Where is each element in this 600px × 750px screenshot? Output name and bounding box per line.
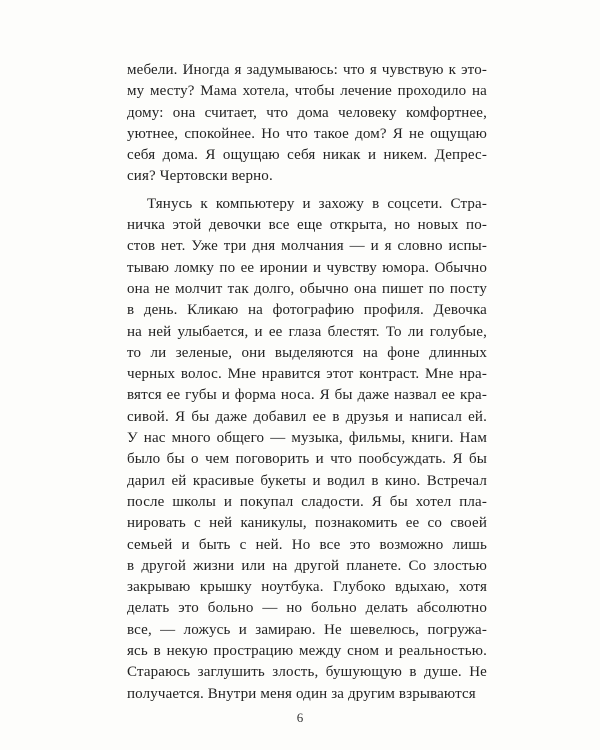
text-line: сивой. Я бы даже добавил ее в друзья и написал ей. bbox=[127, 408, 487, 425]
text-line: в день. Кликаю на фотографию профиля. Девочка bbox=[127, 302, 487, 319]
text-line: вятся ее губы и форма носа. Я бы даже назвал ее кра- bbox=[127, 387, 487, 404]
text-line: тываю ломку по ее иронии и чувству юмора. Обычно bbox=[127, 259, 487, 276]
page-number: 6 bbox=[296, 710, 304, 725]
text-line: себя дома. Я ощущаю себя никак и никем. Депрес- bbox=[127, 147, 487, 164]
text-line: сия? Чертовски верно. bbox=[127, 168, 273, 185]
text-line: черных волос. Мне нравится этот контраст. Мне нра- bbox=[127, 366, 487, 383]
paragraph bbox=[127, 194, 487, 705]
text-line: Тянусь к компьютеру и захожу в соцсети. Стра- bbox=[147, 195, 487, 212]
text-line: ясь в некую прострацию между сном и реальностью. bbox=[127, 643, 487, 660]
text-line: Стараюсь заглушить злость, бушующую в душе. Не bbox=[127, 664, 487, 681]
text-line: уютнее, спокойнее. Но что такое дом? Я не ощущаю bbox=[127, 125, 487, 142]
text-line: все, — ложусь и замираю. Не шевелюсь, погружа- bbox=[127, 621, 487, 638]
text-line: ничка этой девочки все еще открыта, но новых по- bbox=[127, 217, 487, 234]
text-line: дарил ей красивые букеты и водил в кино. Встречал bbox=[127, 472, 487, 489]
text-line: семьей и быть с ней. Но все это возможно лишь bbox=[127, 536, 487, 553]
paragraph bbox=[127, 60, 487, 188]
text-line: то ли зеленые, они выделяются на фоне длинных bbox=[127, 344, 487, 361]
text-line: закрываю крышку ноутбука. Глубоко вдыхаю, хотя bbox=[127, 579, 487, 596]
body-text bbox=[127, 60, 487, 705]
text-line: было бы о чем поговорить и что пообсуждать. Я бы bbox=[127, 451, 487, 468]
text-line: делать это больно — но больно делать абсолютно bbox=[127, 600, 487, 617]
text-line: мебели. Иногда я задумываюсь: что я чувствую к это- bbox=[127, 62, 487, 78]
text-line: нировать с ней каникулы, познакомить ее со своей bbox=[127, 515, 487, 532]
text-line: в другой жизни или на другой планете. Со злостью bbox=[127, 557, 487, 574]
text-line: получается. Внутри меня один за другим взрываются bbox=[127, 685, 476, 702]
text-line: после школы и покупал сладости. Я бы хотел пла- bbox=[127, 493, 487, 510]
text-line: на ней улыбается, и ее глаза блестят. То ли голубые, bbox=[127, 323, 487, 340]
text-line: она не молчит так долго, обычно она пишет по посту bbox=[127, 280, 487, 297]
text-line: дому: она считает, что дома человеку комфортнее, bbox=[127, 104, 487, 121]
text-line: му месту? Мама хотела, чтобы лечение проходило на bbox=[127, 83, 487, 100]
text-line: У нас много общего — музыка, фильмы, книги. Нам bbox=[127, 430, 487, 447]
text-line: стов нет. Уже три дня молчания — и я словно испы- bbox=[127, 238, 487, 255]
